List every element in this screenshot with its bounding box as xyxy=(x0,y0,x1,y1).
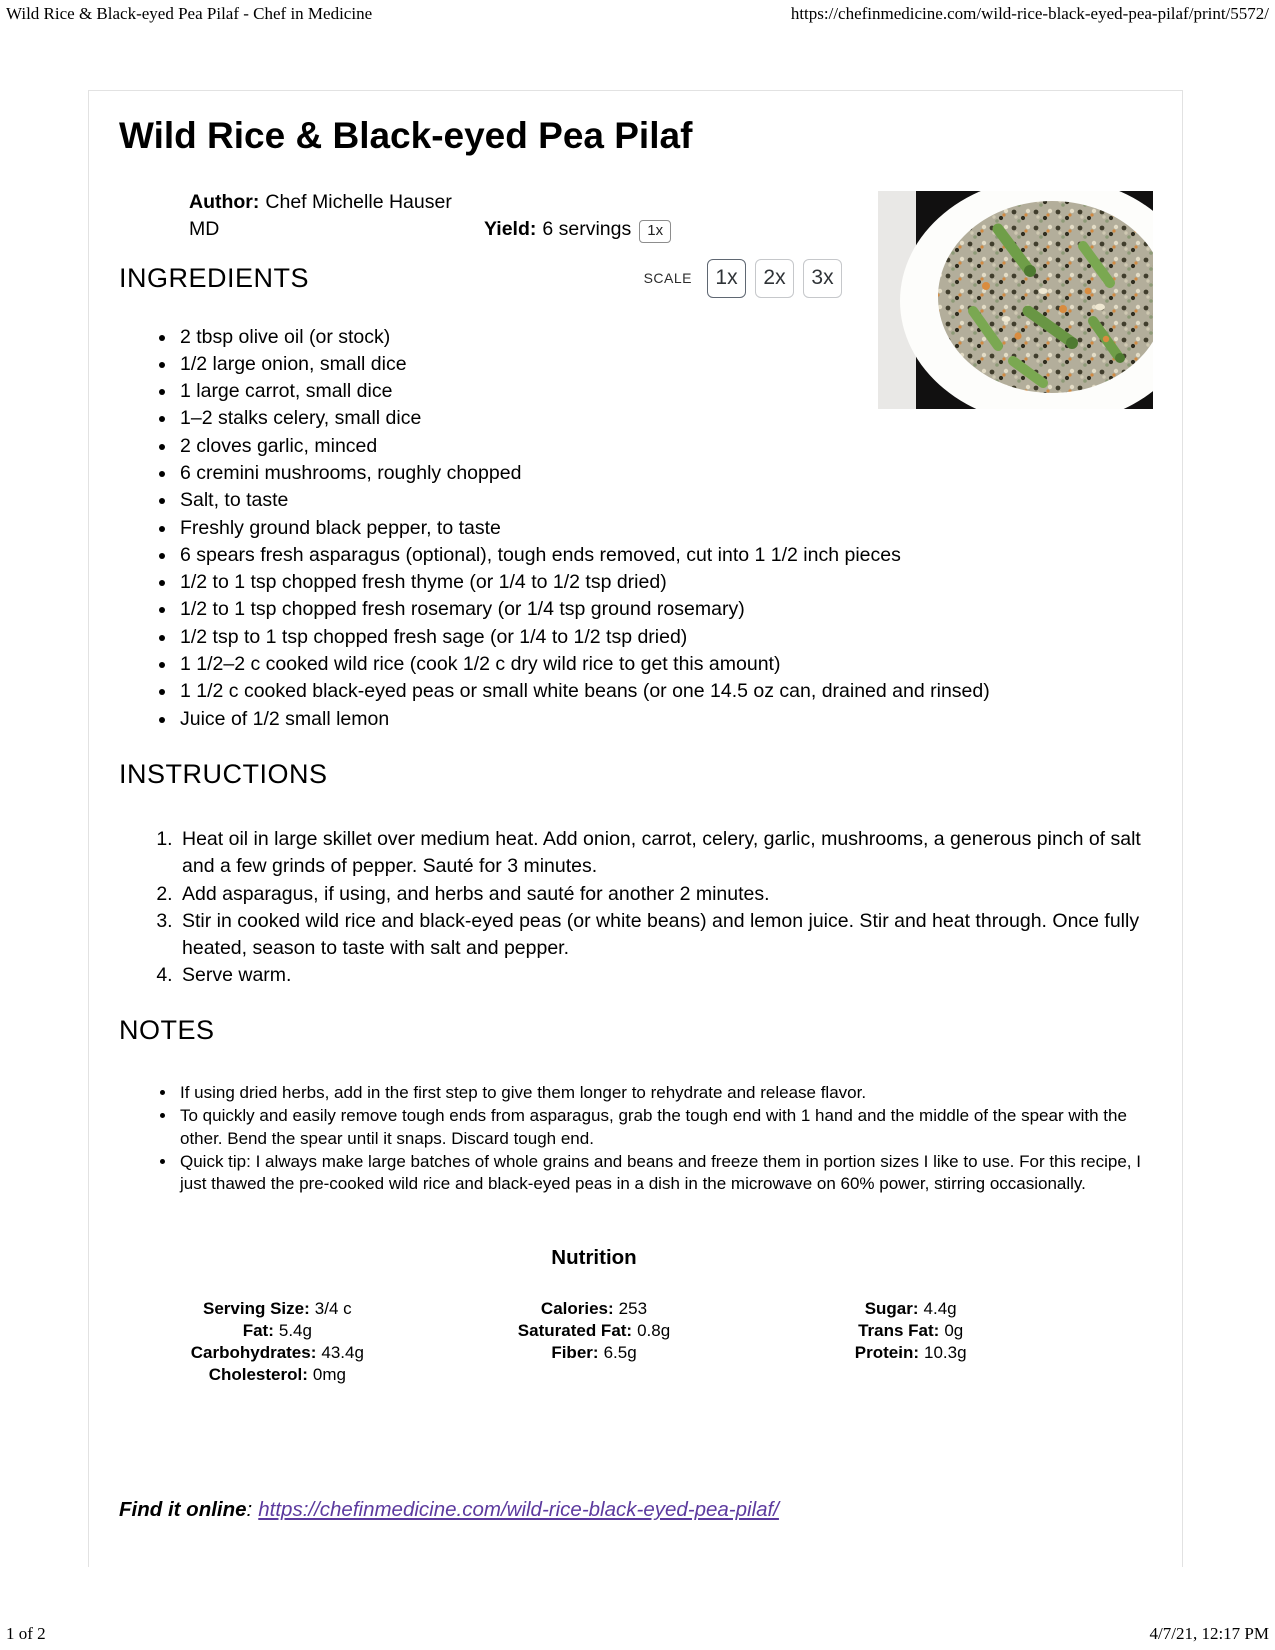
scale-button-2x[interactable]: 2x xyxy=(755,259,794,298)
recipe-photo-image xyxy=(878,191,1153,409)
nutrition-value: 5.4g xyxy=(278,1321,312,1341)
ingredient-item: • 2 tbsp olive oil (or stock) xyxy=(177,324,1152,351)
nutrition-label: Saturated Fat: xyxy=(517,1321,633,1341)
nutrition-value: 43.4g xyxy=(321,1343,364,1363)
print-footer-page-number: 1 of 2 xyxy=(6,1624,46,1643)
recipe-title: Wild Rice & Black-eyed Pea Pilaf xyxy=(119,115,693,156)
nutrition-grid xyxy=(119,1298,1069,1386)
print-footer xyxy=(6,1624,1269,1644)
ingredient-item: • 1 1/2–2 c cooked wild rice (cook 1/2 c dry wild rice to get this amount) xyxy=(177,651,1152,678)
author-field xyxy=(189,189,459,243)
ingredient-item: • 2 cloves garlic, minced xyxy=(177,433,1152,460)
ingredients-heading: INGREDIENTS xyxy=(119,262,310,293)
nutrition-column-1 xyxy=(119,1298,436,1386)
note-item: • If using dried herbs, add in the first step to give them longer to rehydrate and release flavor. xyxy=(177,1082,1152,1105)
ingredient-item: • 1/2 tsp to 1 tsp chopped fresh sage (or 1/4 to 1/2 tsp dried) xyxy=(177,624,1152,651)
yield-scale-badge[interactable]: 1x xyxy=(639,220,671,243)
print-footer-timestamp: 4/7/21, 12:17 PM xyxy=(1149,1624,1269,1643)
ingredient-item: • Freshly ground black pepper, to taste xyxy=(177,515,1152,542)
nutrition-value: 6.5g xyxy=(603,1343,637,1363)
instructions-heading: INSTRUCTIONS xyxy=(119,758,328,789)
nutrition-row xyxy=(752,1298,1069,1320)
nutrition-row xyxy=(119,1298,436,1320)
nutrition-row xyxy=(119,1320,436,1342)
print-header xyxy=(6,4,1269,24)
nutrition-section xyxy=(119,1246,1069,1386)
author-value: Chef Michelle Hauser MD xyxy=(189,190,452,240)
nutrition-heading: Nutrition xyxy=(551,1246,637,1270)
nutrition-column-2 xyxy=(436,1298,753,1386)
instructions-list xyxy=(119,826,1152,990)
ingredient-item: • 6 cremini mushrooms, roughly chopped xyxy=(177,460,1152,487)
instruction-step: 1. Heat oil in large skillet over medium heat. Add onion, carrot, celery, garlic, mushrooms, a generous pinch of salt and a few grinds of pepper. Sauté for 3 minutes. xyxy=(178,826,1152,881)
nutrition-row xyxy=(436,1298,753,1320)
nutrition-row xyxy=(119,1342,436,1364)
find-it-online xyxy=(119,1498,1152,1522)
yield-value: 6 servings xyxy=(542,217,632,240)
nutrition-row xyxy=(752,1320,1069,1342)
nutrition-value: 0.8g xyxy=(637,1321,671,1341)
nutrition-value: 3/4 c xyxy=(314,1299,352,1319)
instruction-step: 3. Stir in cooked wild rice and black-eyed peas (or white beans) and lemon juice. Stir and heat through. Once fully heated, season to taste with salt and pepper. xyxy=(178,908,1152,963)
scale-button-3x[interactable]: 3x xyxy=(803,259,842,298)
yield-label: Yield: xyxy=(484,217,537,240)
nutrition-value: 0g xyxy=(944,1321,964,1341)
ingredient-item: • 1 large carrot, small dice xyxy=(177,378,1152,405)
print-header-title: Wild Rice & Black-eyed Pea Pilaf - Chef in Medicine xyxy=(6,4,373,23)
nutrition-label: Carbohydrates: xyxy=(190,1343,317,1363)
nutrition-row xyxy=(752,1342,1069,1364)
nutrition-label: Trans Fat: xyxy=(858,1321,940,1341)
nutrition-label: Serving Size: xyxy=(203,1299,310,1319)
scale-control xyxy=(644,259,842,298)
nutrition-label: Fiber: xyxy=(551,1343,599,1363)
find-it-online-label: Find it online xyxy=(119,1498,247,1522)
nutrition-label: Cholesterol: xyxy=(208,1365,308,1385)
recipe-card xyxy=(88,90,1183,1567)
recipe-photo xyxy=(878,191,1153,409)
note-item: • Quick tip: I always make large batches of whole grains and beans and freeze them in portion sizes I like to use. For this recipe, I just thawed the pre-cooked wild rice and black-eyed peas in a dish in the microwave on 60% power, stirring occasionally. xyxy=(177,1151,1152,1197)
nutrition-value: 0mg xyxy=(312,1365,346,1385)
nutrition-label: Protein: xyxy=(854,1343,919,1363)
ingredient-item: • 1–2 stalks celery, small dice xyxy=(177,405,1152,432)
scale-label: SCALE xyxy=(643,270,692,286)
nutrition-row xyxy=(436,1342,753,1364)
yield-field xyxy=(484,216,671,243)
nutrition-row xyxy=(436,1320,753,1342)
ingredient-item: • 1/2 to 1 tsp chopped fresh rosemary (or 1/4 tsp ground rosemary) xyxy=(177,596,1152,623)
author-label: Author: xyxy=(189,190,260,213)
ingredient-item: • Juice of 1/2 small lemon xyxy=(177,706,1152,733)
find-it-online-separator: : xyxy=(246,1498,253,1522)
ingredient-item: • 1/2 large onion, small dice xyxy=(177,351,1152,378)
instruction-step: 4. Serve warm. xyxy=(178,962,1152,989)
ingredient-item: • Salt, to taste xyxy=(177,487,1152,514)
scale-button-1x[interactable]: 1x xyxy=(707,259,746,298)
nutrition-row xyxy=(119,1364,436,1386)
nutrition-label: Calories: xyxy=(540,1299,614,1319)
find-it-online-link[interactable]: https://chefinmedicine.com/wild-rice-black-eyed-pea-pilaf/ xyxy=(258,1498,779,1522)
note-item: • To quickly and easily remove tough ends from asparagus, grab the tough end with 1 hand and the middle of the spear with the other. Bend the spear until it snaps. Discard tough end. xyxy=(177,1105,1152,1151)
nutrition-value: 10.3g xyxy=(924,1343,967,1363)
instruction-step: 2. Add asparagus, if using, and herbs and sauté for another 2 minutes. xyxy=(178,881,1152,908)
notes-heading: NOTES xyxy=(119,1014,215,1045)
nutrition-value: 4.4g xyxy=(923,1299,957,1319)
nutrition-column-3 xyxy=(752,1298,1069,1386)
nutrition-label: Sugar: xyxy=(864,1299,919,1319)
nutrition-label: Fat: xyxy=(242,1321,274,1341)
ingredient-item: • 1/2 to 1 tsp chopped fresh thyme (or 1/4 to 1/2 tsp dried) xyxy=(177,569,1152,596)
notes-list xyxy=(119,1082,1152,1197)
nutrition-value: 253 xyxy=(618,1299,648,1319)
ingredient-item: • 6 spears fresh asparagus (optional), tough ends removed, cut into 1 1/2 inch pieces xyxy=(177,542,1152,569)
print-header-url: https://chefinmedicine.com/wild-rice-black-eyed-pea-pilaf/print/5572/ xyxy=(790,4,1269,23)
ingredient-item: • 1 1/2 c cooked black-eyed peas or small white beans (or one 14.5 oz can, drained and rinsed) xyxy=(177,678,1152,705)
